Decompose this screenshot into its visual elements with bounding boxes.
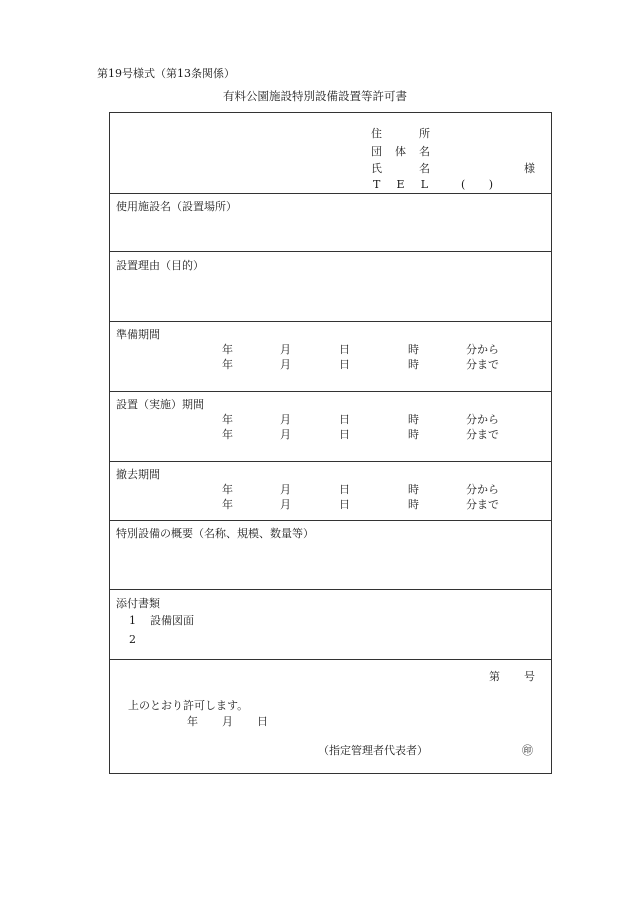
permit-number-go: 号 [524, 670, 535, 683]
month-unit: 月 [280, 428, 291, 441]
attachment-number: 2 [129, 633, 136, 646]
minute-to: 分まで [466, 358, 499, 371]
hour-unit: 時 [408, 343, 419, 356]
year-unit: 年 [222, 358, 233, 371]
removal-period-label: 撤去期間 [116, 468, 160, 481]
year-unit: 年 [222, 413, 233, 426]
row-divider [109, 391, 552, 392]
tel-parens: ( ) [461, 178, 493, 191]
minute-to: 分まで [466, 498, 499, 511]
month-unit: 月 [280, 343, 291, 356]
name-label: 氏 名 [371, 162, 430, 175]
attachment-text: 設備図面 [150, 614, 194, 627]
day-unit: 日 [339, 498, 350, 511]
year-unit: 年 [222, 343, 233, 356]
document-title: 有料公園施設特別設備設置等許可書 [223, 89, 407, 103]
honorific: 様 [524, 162, 535, 175]
day-unit: 日 [339, 428, 350, 441]
day-unit: 日 [339, 413, 350, 426]
reason-label: 設置理由（目的） [116, 259, 204, 272]
row-divider [109, 520, 552, 521]
row-divider [109, 659, 552, 660]
equipment-overview-label: 特別設備の概要（名称、規模、数量等） [116, 527, 314, 540]
minute-from: 分から [466, 413, 499, 426]
attachments-label: 添付書類 [116, 597, 160, 610]
approval-day: 日 [257, 715, 268, 728]
hour-unit: 時 [408, 483, 419, 496]
hour-unit: 時 [408, 413, 419, 426]
day-unit: 日 [339, 343, 350, 356]
minute-from: 分から [466, 483, 499, 496]
approval-year: 年 [187, 715, 198, 728]
signer-label: （指定管理者代表者） [318, 744, 428, 757]
month-unit: 月 [280, 483, 291, 496]
minute-to: 分まで [466, 428, 499, 441]
month-unit: 月 [280, 358, 291, 371]
row-divider [109, 461, 552, 462]
day-unit: 日 [339, 358, 350, 371]
hour-unit: 時 [408, 498, 419, 511]
month-unit: 月 [280, 413, 291, 426]
minute-from: 分から [466, 343, 499, 356]
year-unit: 年 [222, 428, 233, 441]
tel-label: T E L [373, 178, 428, 191]
facility-label: 使用施設名（設置場所） [116, 200, 237, 213]
year-unit: 年 [222, 498, 233, 511]
approval-month: 月 [222, 715, 233, 728]
row-divider [109, 193, 552, 194]
attachment-number: 1 [129, 614, 136, 627]
hour-unit: 時 [408, 428, 419, 441]
row-divider [109, 589, 552, 590]
hour-unit: 時 [408, 358, 419, 371]
seal-mark: ㊞ [522, 744, 533, 757]
form-number: 第19号様式（第13条関係） [97, 67, 235, 80]
install-period-label: 設置（実施）期間 [116, 398, 204, 411]
address-label: 住 所 [371, 127, 430, 140]
row-divider [109, 251, 552, 252]
row-divider [109, 321, 552, 322]
prep-period-label: 準備期間 [116, 328, 160, 341]
day-unit: 日 [339, 483, 350, 496]
month-unit: 月 [280, 498, 291, 511]
permit-number-dai: 第 [489, 670, 500, 683]
approval-statement: 上のとおり許可します。 [128, 699, 249, 712]
year-unit: 年 [222, 483, 233, 496]
group-name-label: 団 体 名 [371, 145, 430, 158]
